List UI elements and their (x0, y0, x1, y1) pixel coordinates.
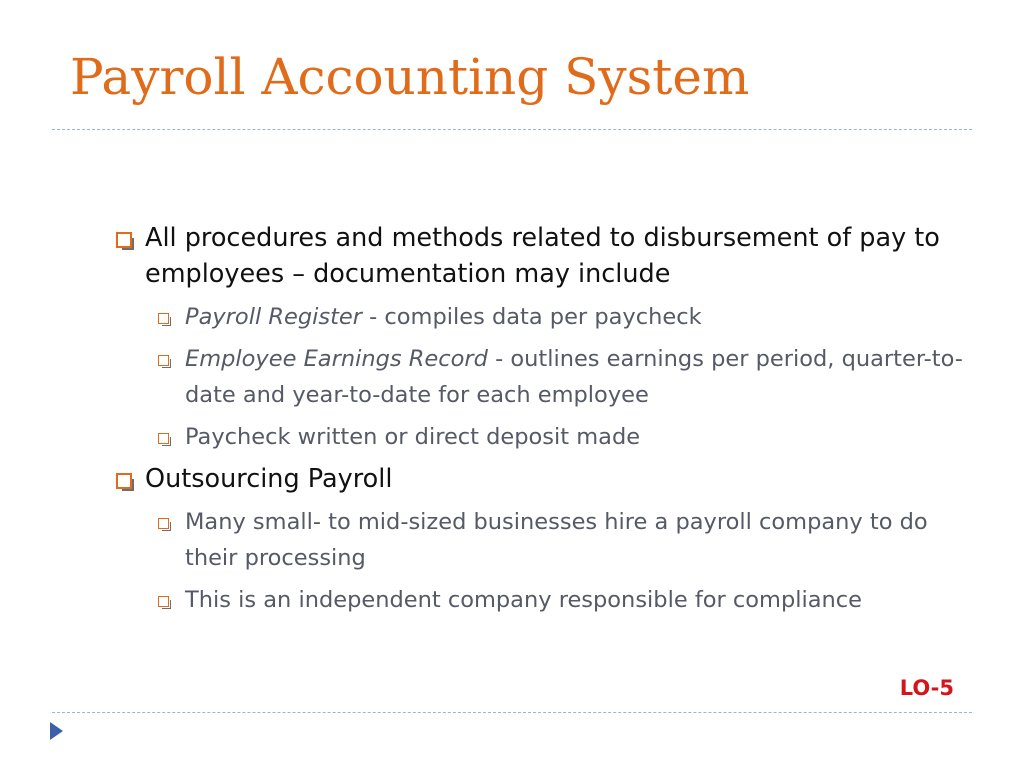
bullet-level1 (114, 220, 964, 292)
square-bullet-icon (158, 355, 169, 366)
square-bullet-icon (116, 232, 132, 248)
slide-body (114, 220, 964, 624)
term-emphasis: Employee Earnings Record (185, 346, 488, 372)
learning-objective-tag: LO-5 (899, 676, 954, 700)
bullet-level2 (114, 341, 964, 413)
play-arrow-icon[interactable] (50, 722, 63, 740)
bullet-text: Many small- to mid-sized businesses hire a payroll company to do their processing (185, 509, 928, 571)
bullet-text: This is an independent company responsible for compliance (185, 587, 863, 613)
square-bullet-icon (158, 596, 169, 607)
footer-divider (52, 712, 972, 713)
bullet-level2 (114, 299, 964, 335)
bullet-text: Outsourcing Payroll (145, 464, 393, 494)
square-bullet-icon (158, 313, 169, 324)
title-divider (52, 129, 972, 130)
bullet-level2 (114, 582, 964, 618)
bullet-level2 (114, 419, 964, 455)
bullet-text: - outlines earnings per period, quarter-to-date and year-to-date for each employee (185, 346, 963, 408)
term-emphasis: Payroll Register (185, 304, 362, 330)
square-bullet-icon (116, 473, 132, 489)
slide-title: Payroll Accounting System (70, 48, 750, 106)
square-bullet-icon (158, 433, 169, 444)
bullet-level1 (114, 461, 964, 497)
bullet-text: - compiles data per paycheck (362, 304, 702, 330)
bullet-level2 (114, 504, 964, 576)
bullet-text: Paycheck written or direct deposit made (185, 424, 641, 450)
bullet-text: All procedures and methods related to disbursement of pay to employees – documentation may include (145, 223, 940, 289)
square-bullet-icon (158, 518, 169, 529)
